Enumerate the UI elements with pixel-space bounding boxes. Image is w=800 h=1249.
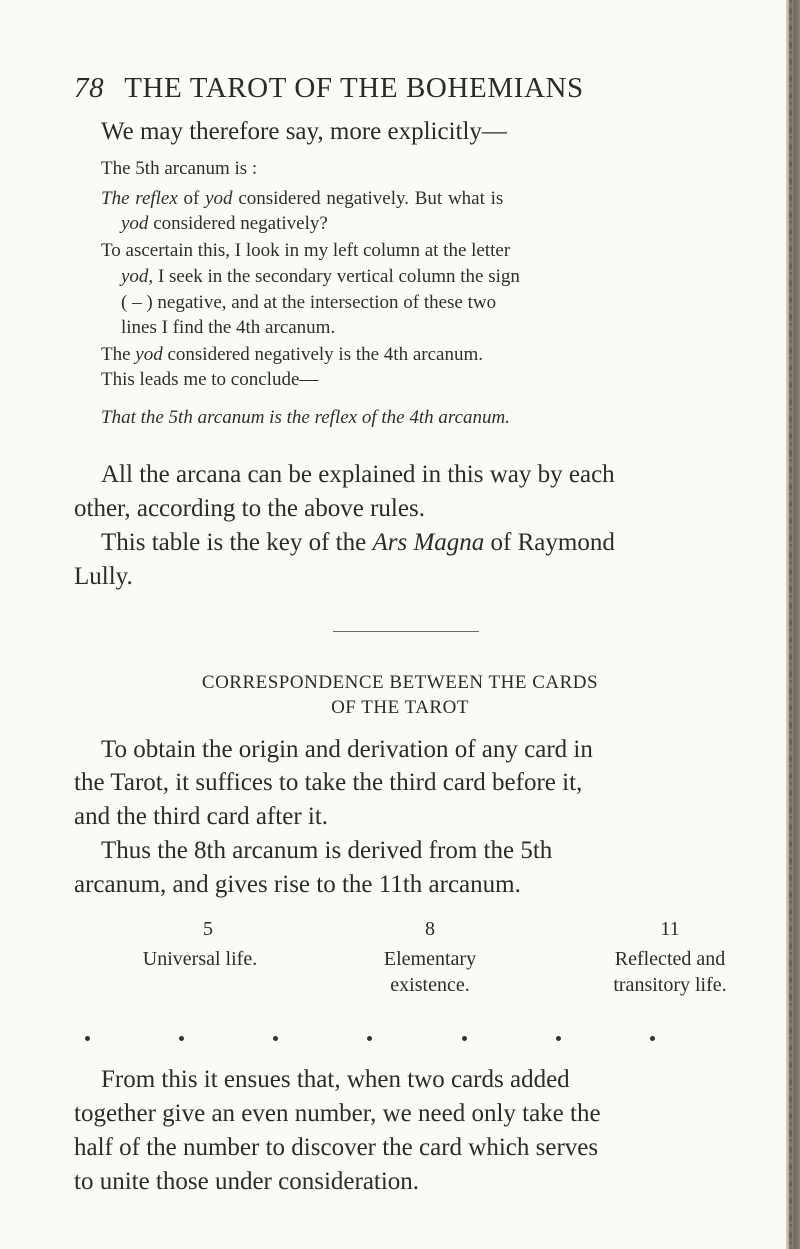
para3-line-2: together give an even number, we need only take the (74, 1100, 601, 1127)
table-column-3 (580, 916, 760, 942)
para2-line-3: and the third card after it. (74, 803, 329, 830)
para2-line-1: To obtain the origin and derivation of any card in (101, 736, 593, 763)
section-rule (333, 631, 479, 632)
para1-line-3 (101, 527, 615, 559)
table-column-1 (118, 916, 298, 942)
text: I seek in the secondary vertical column the sign (153, 266, 520, 287)
para2-line-4: Thus the 8th arcanum is derived from the 5th (101, 837, 553, 864)
column-number: 8 (425, 918, 435, 940)
block-line-9: This leads me to conclude— (101, 369, 319, 390)
page-edge-texture (789, 0, 792, 1249)
text: of (177, 188, 206, 209)
running-header (74, 72, 584, 105)
opening-line: We may therefore say, more explicitly— (101, 118, 507, 145)
section-title-line-2: OF THE TAROT (331, 697, 469, 718)
text: considered negatively. But what is (232, 188, 504, 209)
text: considered negatively is the 4th arcanum. (162, 344, 483, 365)
block-line-7: lines I find the 4th arcanum. (121, 317, 336, 338)
dot (85, 1036, 90, 1041)
para1-line-1: All the arcana can be explained in this way by each (101, 461, 615, 488)
para2-line-2: the Tarot, it suffices to take the third card before it, (74, 769, 583, 796)
ars-magna-italic: Ars Magna (372, 529, 485, 556)
para1-line-4: Lully. (74, 563, 133, 590)
dot (179, 1036, 184, 1041)
para3-line-1: From this it ensues that, when two cards added (101, 1066, 570, 1093)
block-line-6: ( – ) negative, and at the intersection of these two (121, 292, 497, 313)
column-line-1: Universal life. (142, 948, 258, 970)
dot (462, 1036, 467, 1041)
column-3-text (560, 946, 780, 998)
yod-italic: yod (205, 188, 233, 209)
text: considered negatively? (148, 213, 328, 234)
block-line-5 (121, 264, 520, 290)
dot (273, 1036, 278, 1041)
column-1-text (80, 946, 320, 972)
block-line-4: To ascertain this, I look in my left column at the letter (101, 240, 511, 261)
block-line-1: The 5th arcanum is : (101, 158, 258, 179)
para2-line-5: arcanum, and gives rise to the 11th arcanum. (74, 871, 521, 898)
running-title: THE TAROT OF THE BOHEMIANS (124, 72, 584, 104)
yod-italic: yod (135, 344, 163, 365)
yod-italic: yod (121, 213, 149, 234)
column-number: 5 (203, 918, 213, 940)
block-line-2 (101, 186, 503, 212)
column-line-1: Reflected and (614, 948, 726, 970)
para3-line-3: half of the number to discover the card which serves (74, 1134, 599, 1161)
dot (367, 1036, 372, 1041)
table-column-2 (330, 916, 530, 942)
block-line-8 (101, 342, 483, 368)
text: of Raymond (484, 529, 615, 556)
page-number: 78 (74, 72, 105, 104)
dot-leader-row (85, 1036, 655, 1041)
yod-italic: yod, (121, 266, 154, 287)
para1-line-2: other, according to the above rules. (74, 495, 425, 522)
para3-line-4: to unite those under consideration. (74, 1168, 420, 1195)
block-line-3 (121, 211, 328, 237)
column-line-2: transitory life. (613, 974, 727, 996)
dot (650, 1036, 655, 1041)
column-line-1: Elementary (383, 948, 477, 970)
section-title-line-1: CORRESPONDENCE BETWEEN THE CARDS (201, 672, 599, 693)
column-line-2: existence. (390, 974, 470, 996)
text: This table is the key of the (101, 529, 373, 556)
block-conclusion: That the 5th arcanum is the reflex of the 4th arcanum. (101, 407, 510, 428)
column-2-text (320, 946, 540, 998)
reflex-italic: The reflex (101, 188, 178, 209)
dot (556, 1036, 561, 1041)
text: The (101, 344, 136, 365)
column-number: 11 (660, 918, 680, 940)
